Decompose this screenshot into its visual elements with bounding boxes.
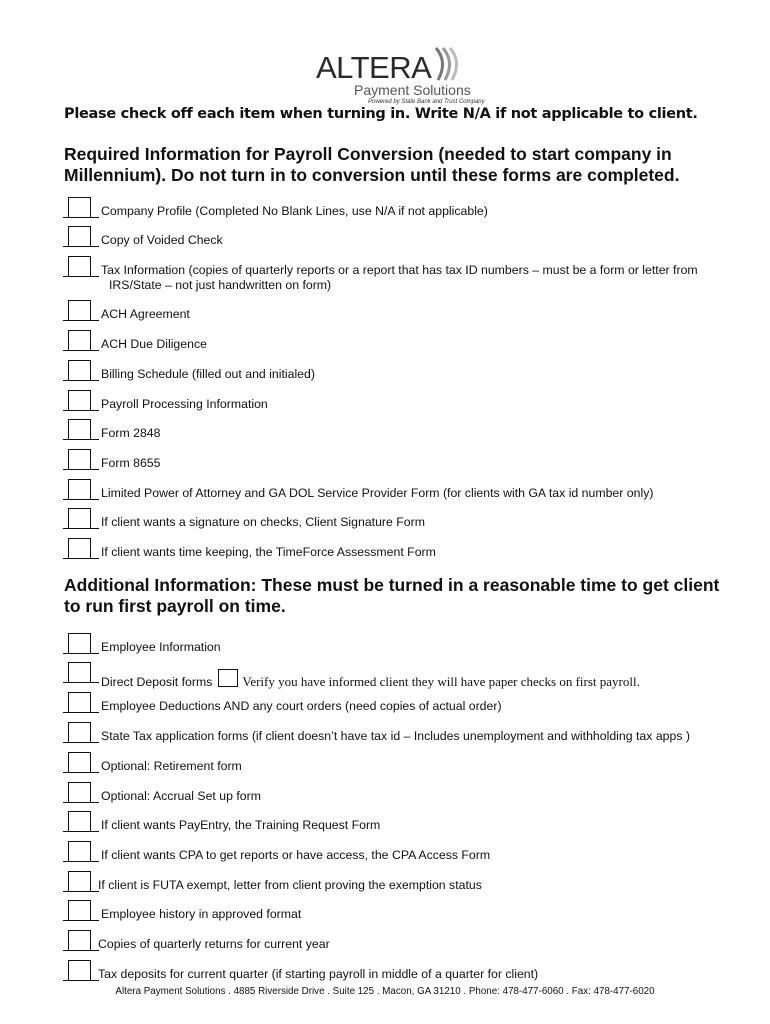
checkbox[interactable]: [68, 722, 91, 743]
required-item: [63, 226, 743, 250]
underline: [63, 558, 99, 559]
underline: [63, 439, 99, 440]
item-label: If client wants PayEntry, the Training Request Form: [101, 818, 381, 832]
additional-item: [63, 662, 743, 689]
item-label: Employee Information: [101, 640, 221, 654]
underline: [63, 742, 99, 743]
additional-item: [63, 752, 743, 776]
checkbox[interactable]: [68, 508, 91, 529]
underline: [63, 246, 99, 247]
item-label: Copies of quarterly returns for current year: [98, 937, 330, 951]
checkbox[interactable]: [68, 871, 91, 892]
checkbox[interactable]: [68, 782, 91, 803]
checkbox[interactable]: [68, 662, 91, 683]
additional-item: [63, 841, 743, 865]
checkbox[interactable]: [68, 538, 91, 559]
additional-item: [63, 960, 743, 984]
checkbox[interactable]: [68, 811, 91, 832]
additional-item: [63, 722, 743, 746]
item-label: Form 8655: [101, 456, 161, 470]
item-label: Employee Deductions AND any court orders (need copies of actual order): [101, 699, 502, 713]
underline: [63, 861, 99, 862]
instruction-text: Please check off each item when turning in. Write N/A if not applicable to client.: [64, 106, 698, 122]
item-label: Tax deposits for current quarter (if starting payroll in middle of a quarter for client): [98, 967, 539, 981]
item-label: If client is FUTA exempt, letter from client proving the exemption status: [98, 878, 482, 892]
item-label: If client wants time keeping, the TimeForce Assessment Form: [101, 545, 436, 559]
additional-section-heading: Additional Information: These must be turned in a reasonable time to get client to run first payroll on time.: [64, 575, 720, 616]
checkbox[interactable]: [68, 360, 91, 381]
required-section-heading: Required Information for Payroll Conversion (needed to start company in Millennium). Do not turn in to conversion until these forms are completed.: [64, 144, 680, 185]
checkbox[interactable]: [68, 226, 91, 247]
required-item: [63, 300, 743, 324]
underline: [63, 712, 99, 713]
footer-address: Altera Payment Solutions . 4885 Riverside Drive . Suite 125 . Macon, GA 31210 . Phone: 478-477-6060 . Fax: 478-477-6020: [115, 986, 655, 997]
item-label: Optional: Retirement form: [101, 759, 242, 773]
underline: [63, 802, 99, 803]
underline: [63, 410, 99, 411]
required-item: [63, 256, 743, 292]
underline: [63, 380, 99, 381]
underline: [63, 891, 99, 892]
additional-item: [63, 900, 743, 924]
underline: [63, 350, 99, 351]
direct-deposit-note: Verify you have informed client they will have paper checks on first payroll.: [242, 674, 640, 689]
checkbox[interactable]: [68, 633, 91, 654]
item-label: [101, 669, 640, 690]
underline: [63, 653, 99, 654]
logo-brand: ALTERA: [316, 50, 432, 85]
required-item: [63, 360, 743, 384]
checkbox[interactable]: [68, 330, 91, 351]
item-label: Employee history in approved format: [101, 907, 302, 921]
logo-subtitle: Payment Solutions: [354, 82, 471, 98]
logo-tagline: Powered by State Bank and Trust Company: [368, 99, 485, 105]
item-label: State Tax application forms (if client doesn’t have tax id – Includes unemployment and withholding tax apps ): [101, 729, 690, 743]
paper-check-checkbox[interactable]: [218, 669, 238, 687]
item-label: Optional: Accrual Set up form: [101, 789, 261, 803]
item-label: Copy of Voided Check: [101, 233, 223, 247]
required-item: [63, 390, 743, 414]
underline: [63, 217, 99, 218]
underline: [63, 276, 99, 277]
tax-info-line2: IRS/State – not just handwritten on form): [109, 278, 332, 292]
item-label: Company Profile (Completed No Blank Lines, use N/A if not applicable): [101, 204, 488, 218]
underline: [63, 980, 99, 981]
additional-item: [63, 782, 743, 806]
checkbox[interactable]: [68, 300, 91, 321]
additional-item: [63, 633, 743, 657]
item-label: ACH Due Diligence: [101, 337, 207, 351]
item-label: ACH Agreement: [101, 307, 190, 321]
underline: [63, 682, 99, 683]
checkbox[interactable]: [68, 960, 91, 981]
additional-item: [63, 930, 743, 954]
item-label: Limited Power of Attorney and GA DOL Service Provider Form (for clients with GA tax id number only): [101, 486, 654, 500]
underline: [63, 831, 99, 832]
checkbox[interactable]: [68, 449, 91, 470]
additional-item: [63, 692, 743, 716]
required-item: [63, 508, 743, 532]
checkbox[interactable]: [68, 930, 91, 951]
checkbox[interactable]: [68, 390, 91, 411]
required-item: [63, 538, 743, 562]
required-item: [63, 197, 743, 221]
required-item: [63, 479, 743, 503]
item-label: If client wants CPA to get reports or have access, the CPA Access Form: [101, 848, 491, 862]
underline: [63, 499, 99, 500]
checkbox[interactable]: [68, 752, 91, 773]
additional-item: [63, 871, 743, 895]
additional-item: [63, 811, 743, 835]
required-item: [63, 330, 743, 354]
checkbox[interactable]: [68, 419, 91, 440]
checkbox[interactable]: [68, 692, 91, 713]
required-item: [63, 419, 743, 443]
checkbox[interactable]: [68, 197, 91, 218]
underline: [63, 469, 99, 470]
item-label: Payroll Processing Information: [101, 397, 268, 411]
checkbox[interactable]: [68, 841, 91, 862]
direct-deposit-label: Direct Deposit forms: [101, 675, 213, 689]
underline: [63, 772, 99, 773]
checkbox[interactable]: [68, 256, 91, 277]
underline: [63, 320, 99, 321]
underline: [63, 528, 99, 529]
underline: [63, 950, 99, 951]
checkbox[interactable]: [68, 479, 91, 500]
item-label: Form 2848: [101, 426, 161, 440]
tax-info-line1: Tax Information (copies of quarterly reports or a report that has tax ID numbers – must be a form or letter from: [101, 263, 698, 277]
logo-swoosh-icon: [434, 46, 464, 82]
item-label: Billing Schedule (filled out and initialed): [101, 367, 315, 381]
underline: [63, 920, 99, 921]
checkbox[interactable]: [68, 900, 91, 921]
item-label: [101, 263, 741, 293]
altera-logo: [316, 44, 485, 106]
item-label: If client wants a signature on checks, Client Signature Form: [101, 515, 425, 529]
required-item: [63, 449, 743, 473]
